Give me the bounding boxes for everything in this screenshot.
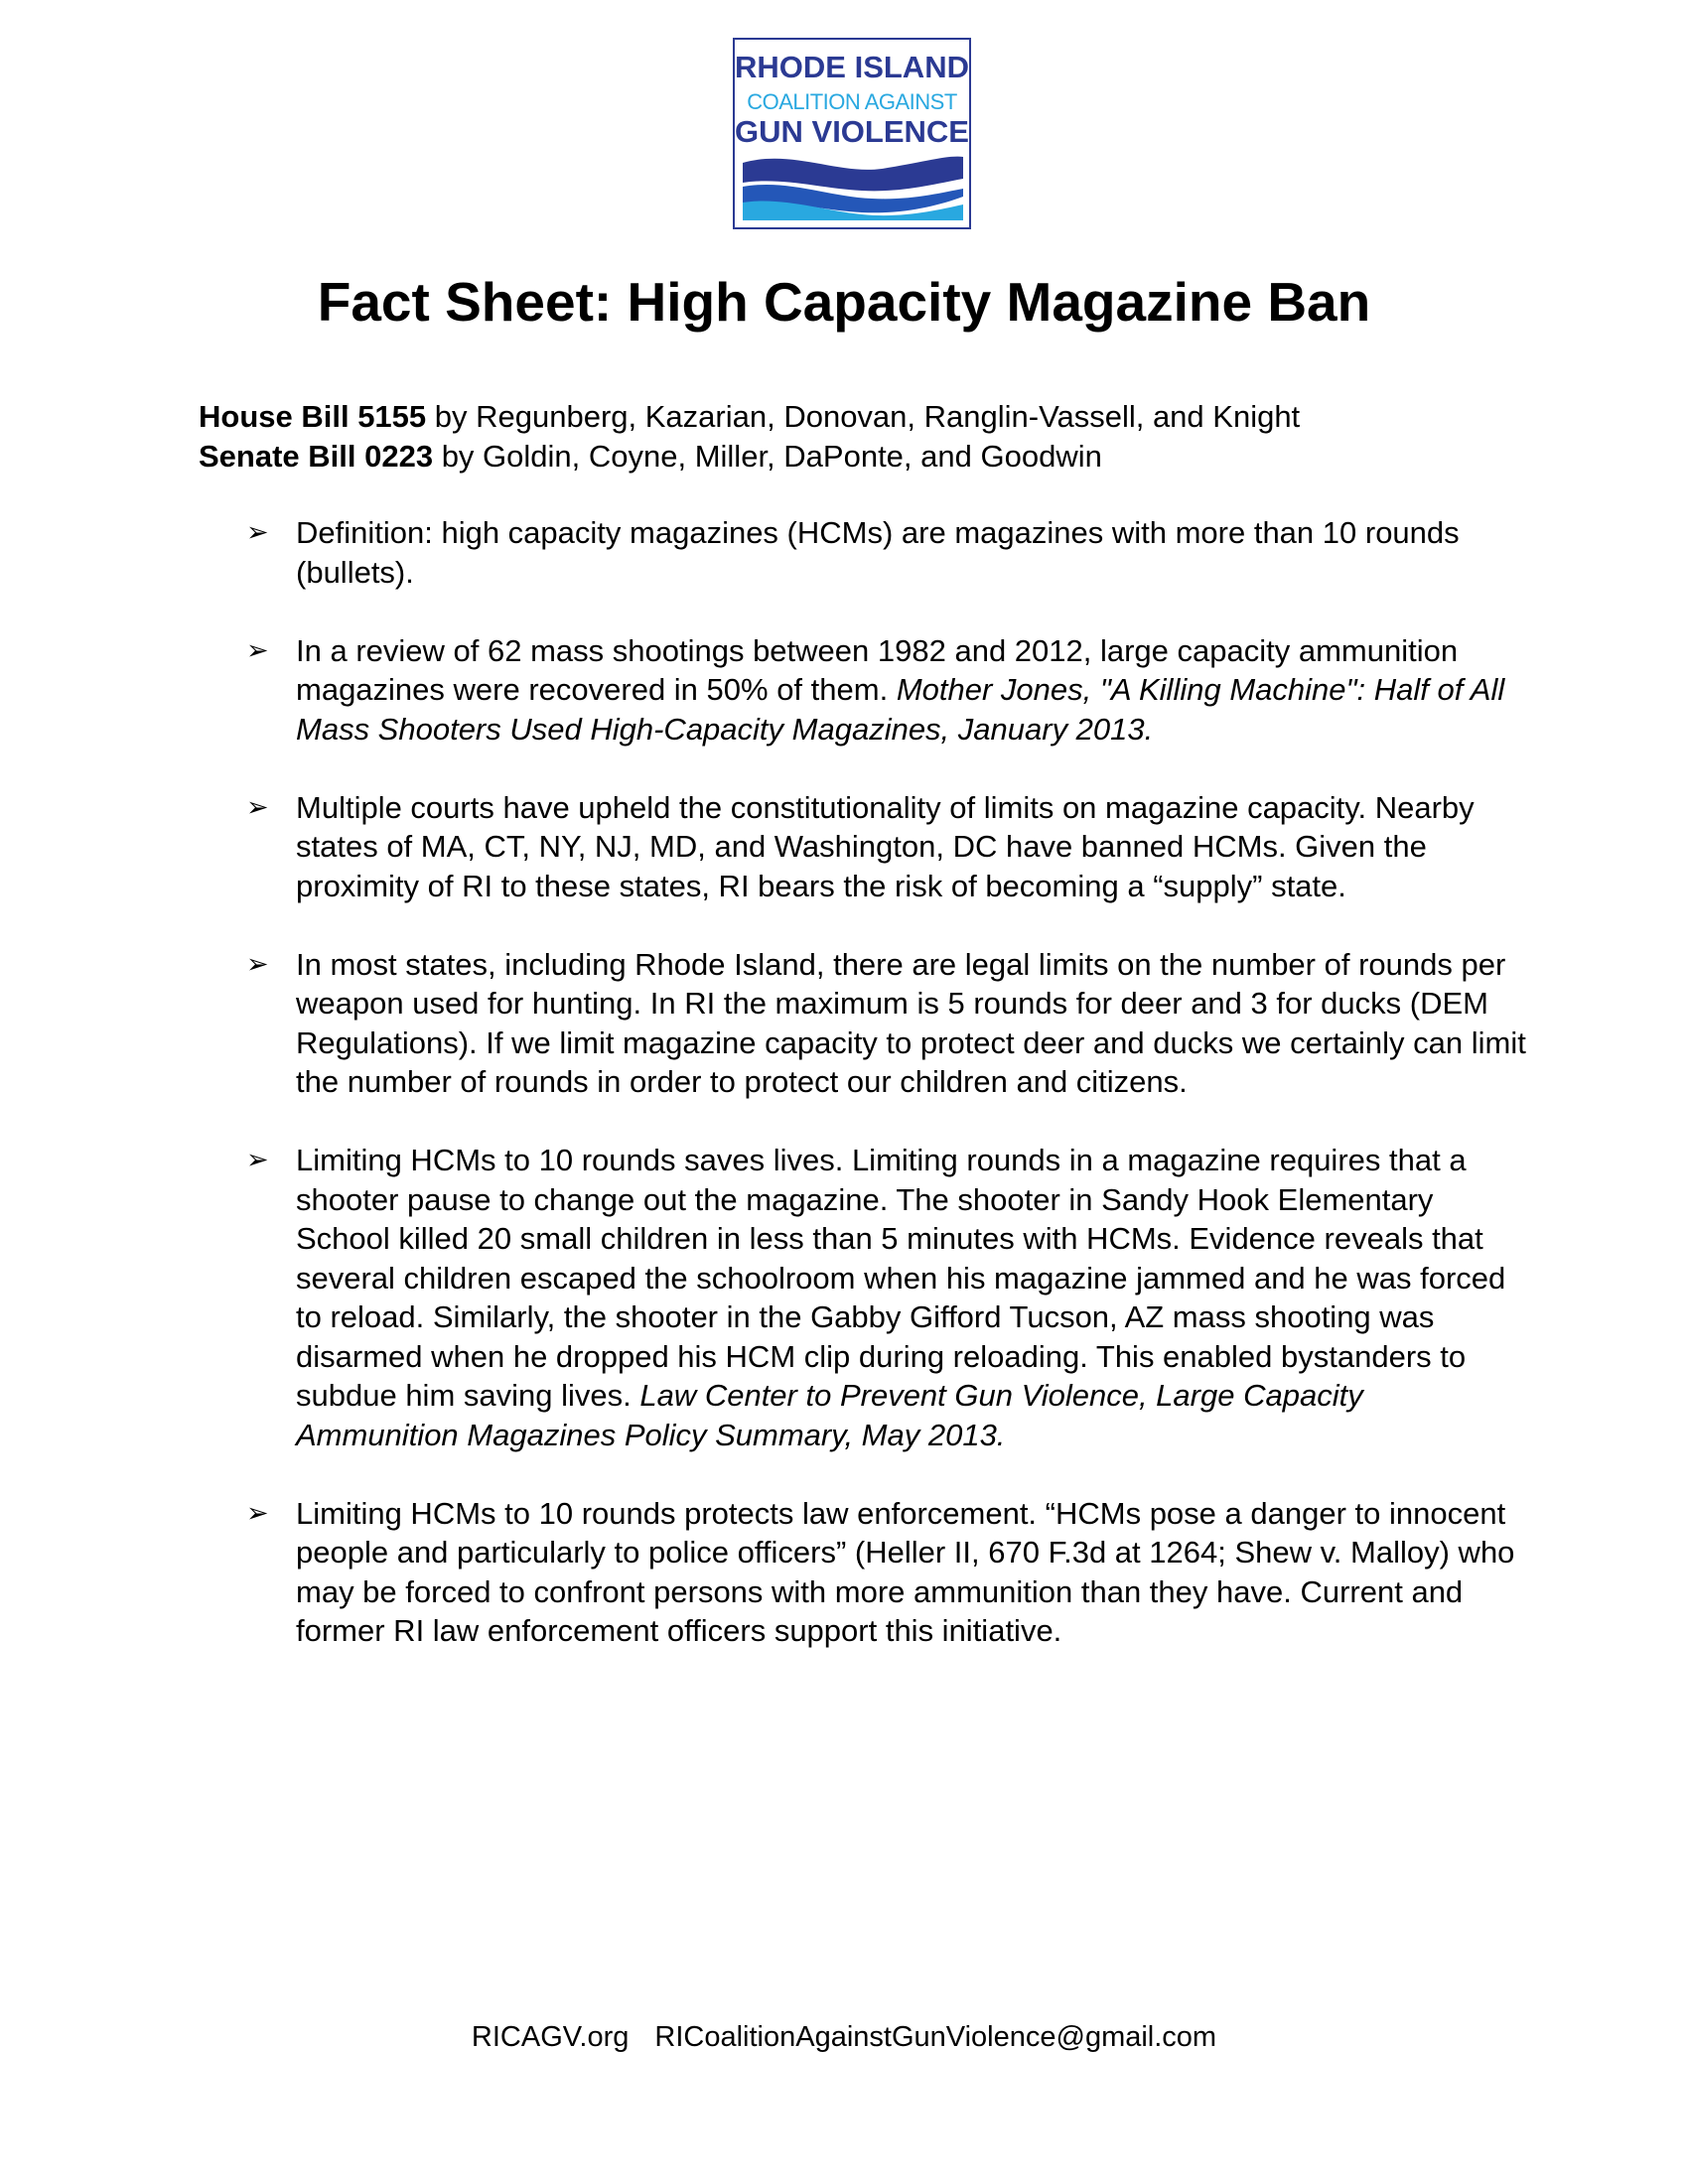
logo-line-rhode-island: RHODE ISLAND	[735, 50, 969, 84]
logo-line-gun-violence: GUN VIOLENCE	[735, 114, 969, 149]
footer-contact	[0, 2021, 1688, 2054]
fact-text: In a review of 62 mass shootings between 1982 and 2012, large capacity ammunition magazines were recovered in 50% of them.	[296, 632, 1459, 707]
page-title: Fact Sheet: High Capacity Magazine Ban	[317, 271, 1371, 333]
fact-text: Limiting HCMs to 10 rounds saves lives. Limiting rounds in a magazine requires that a shooter pause to change out the magazine. The shooter in Sandy Hook Elementary School killed 20 small children in less than 5 minutes with HCMs. Evidence reveals that several children escaped the schoolroom when his magazine jammed and he was forced to reload. Similarly, the shooter in the Gabby Gifford Tucson, AZ mass shooting was disarmed when he dropped his HCM clip during reloading. This enabled bystanders to subdue him saving lives.	[296, 1143, 1506, 1413]
fact-text: Definition: high capacity magazines (HCMs) are magazines with more than 10 rounds (bullets).	[296, 515, 1460, 590]
coalition-logo	[733, 38, 971, 229]
arrow-bullet-icon: ➢	[246, 634, 269, 666]
arrow-bullet-icon: ➢	[246, 517, 269, 548]
fact-item-saves-lives	[246, 1141, 1527, 1454]
website-link[interactable]: RICAGV.org	[471, 2021, 630, 2053]
arrow-bullet-icon: ➢	[246, 948, 269, 980]
house-bill-name: House Bill 5155	[199, 399, 427, 434]
fact-item-law-enforcement	[246, 1494, 1527, 1651]
house-bill-sponsors: by Regunberg, Kazarian, Donovan, Ranglin-Vassell, and Knight	[426, 399, 1301, 434]
email-link[interactable]: RICoalitionAgainstGunViolence@gmail.com	[654, 2021, 1217, 2053]
fact-item-courts	[246, 788, 1527, 906]
logo-wave-icon	[743, 153, 963, 220]
arrow-bullet-icon: ➢	[246, 1497, 269, 1529]
fact-text: In most states, including Rhode Island, there are legal limits on the number of rounds per weapon used for hunting. In RI the maximum is 5 rounds for deer and 3 for ducks (DEM Regulations). If we limit magazine capacity to protect deer and ducks we certainly can limit the number of rounds in order to protect our children and citizens.	[296, 946, 1526, 1099]
fact-item-mass-shootings	[246, 631, 1527, 750]
fact-text: Multiple courts have upheld the constitutionality of limits on magazine capacity. Nearby states of MA, CT, NY, NJ, MD, and Washington, DC have banned HCMs. Given the proximity of RI to these states, RI bears the risk of becoming a “supply” state.	[296, 789, 1475, 903]
fact-item-hunting-limits	[246, 945, 1527, 1102]
fact-citation: Law Center to Prevent Gun Violence, Large Capacity Ammunition Magazines Policy Summary, May 2013.	[296, 1378, 1363, 1452]
logo-line-coalition-against: COALITION AGAINST	[747, 89, 957, 114]
fact-text: Limiting HCMs to 10 rounds protects law enforcement. “HCMs pose a danger to innocent people and particularly to police officers” (Heller II, 670 F.3d at 1264; Shew v. Malloy) who may be forced to confront persons with more ammunition than they have. Current and former RI law enforcement officers support this initiative.	[296, 1495, 1515, 1648]
bill-sponsors	[199, 397, 1509, 477]
arrow-bullet-icon: ➢	[246, 791, 269, 823]
house-bill-line	[199, 397, 1509, 437]
senate-bill-line	[199, 437, 1509, 477]
fact-citation: Mother Jones, "A Killing Machine": Half of All Mass Shooters Used High-Capacity Magazines, January 2013.	[296, 672, 1505, 747]
senate-bill-name: Senate Bill 0223	[199, 439, 434, 474]
fact-item-definition	[246, 513, 1527, 592]
senate-bill-sponsors: by Goldin, Coyne, Miller, DaPonte, and Goodwin	[433, 439, 1102, 474]
fact-list	[246, 513, 1527, 1690]
arrow-bullet-icon: ➢	[246, 1145, 269, 1175]
